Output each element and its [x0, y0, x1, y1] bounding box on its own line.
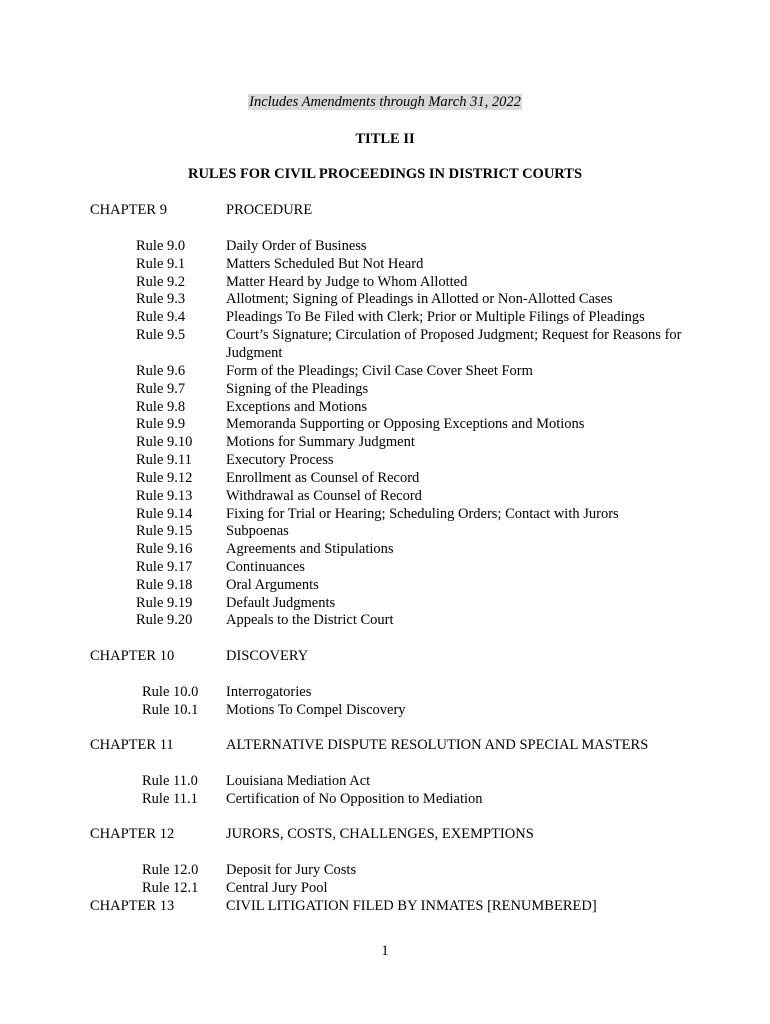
- rule-title: Central Jury Pool: [226, 880, 328, 896]
- rule-title: Withdrawal as Counsel of Record: [226, 488, 422, 504]
- chapter-name: PROCEDURE: [226, 202, 313, 218]
- chapter-number: CHAPTER 9: [90, 202, 167, 218]
- rule-title: Default Judgments: [226, 595, 336, 611]
- rule-title: Pleadings To Be Filed with Clerk; Prior or Multiple Filings of Pleadings: [226, 309, 645, 325]
- rule-title: Subpoenas: [226, 523, 289, 539]
- rule-title: Certification of No Opposition to Mediation: [226, 791, 483, 807]
- rule-number: Rule 9.6: [136, 363, 186, 379]
- rule-number: Rule 9.12: [136, 470, 193, 486]
- rule-title: Louisiana Mediation Act: [226, 773, 371, 789]
- chapter-number: CHAPTER 10: [90, 648, 175, 664]
- rule-title: Court’s Signature; Circulation of Proposed Judgment; Request for Reasons for Judgment: [226, 327, 682, 361]
- rule-number: Rule 12.1: [142, 880, 199, 896]
- rule-title: Matter Heard by Judge to Whom Allotted: [226, 274, 468, 290]
- subtitle: RULES FOR CIVIL PROCEEDINGS IN DISTRICT COURTS: [187, 166, 583, 182]
- rule-title: Executory Process: [226, 452, 334, 468]
- rule-number: Rule 9.18: [136, 577, 193, 593]
- rule-number: Rule 9.20: [136, 612, 193, 628]
- rule-title: Allotment; Signing of Pleadings in Allotted or Non-Allotted Cases: [226, 291, 613, 307]
- rule-number: Rule 12.0: [142, 862, 199, 878]
- rule-number: Rule 9.14: [136, 506, 193, 522]
- rule-number: Rule 9.9: [136, 416, 186, 432]
- rule-title: Oral Arguments: [226, 577, 319, 593]
- page-number: 1: [381, 943, 389, 959]
- rule-number: Rule 9.2: [136, 274, 186, 290]
- rule-number: Rule 10.0: [142, 684, 199, 700]
- rule-number: Rule 9.13: [136, 488, 193, 504]
- rule-number: Rule 9.7: [136, 381, 186, 397]
- chapter-name: CIVIL LITIGATION FILED BY INMATES [RENUMBERED]: [226, 898, 597, 914]
- rule-title: Signing of the Pleadings: [226, 381, 369, 397]
- rule-title: Continuances: [226, 559, 305, 575]
- chapter-name: ALTERNATIVE DISPUTE RESOLUTION AND SPECIAL MASTERS: [226, 737, 649, 753]
- chapter-number: CHAPTER 13: [90, 898, 175, 914]
- rule-number: Rule 9.16: [136, 541, 193, 557]
- rule-number: Rule 9.0: [136, 238, 186, 254]
- rule-title: Memoranda Supporting or Opposing Exceptions and Motions: [226, 416, 585, 432]
- rule-number: Rule 9.15: [136, 523, 193, 539]
- rule-title: Enrollment as Counsel of Record: [226, 470, 420, 486]
- rule-title: Interrogatories: [226, 684, 312, 700]
- rule-number: Rule 9.10: [136, 434, 193, 450]
- chapter-name: DISCOVERY: [226, 648, 309, 664]
- rule-number: Rule 9.5: [136, 327, 186, 343]
- rule-number: Rule 9.3: [136, 291, 186, 307]
- rule-title: Motions for Summary Judgment: [226, 434, 415, 450]
- rule-title: Deposit for Jury Costs: [226, 862, 357, 878]
- rule-title: Fixing for Trial or Hearing; Scheduling Orders; Contact with Jurors: [226, 506, 619, 522]
- rule-title: Appeals to the District Court: [226, 612, 394, 628]
- chapter-number: CHAPTER 12: [90, 826, 175, 842]
- rule-title: Agreements and Stipulations: [226, 541, 394, 557]
- title: TITLE II: [355, 131, 415, 147]
- rule-number: Rule 9.4: [136, 309, 186, 325]
- rule-number: Rule 11.1: [142, 791, 198, 807]
- rule-number: Rule 9.8: [136, 399, 186, 415]
- chapter-name: JURORS, COSTS, CHALLENGES, EXEMPTIONS: [226, 826, 534, 842]
- rule-number: Rule 9.1: [136, 256, 186, 272]
- rule-title: Matters Scheduled But Not Heard: [226, 256, 424, 272]
- rule-title: Daily Order of Business: [226, 238, 367, 254]
- rule-number: Rule 9.11: [136, 452, 192, 468]
- rule-number: Rule 9.17: [136, 559, 193, 575]
- rule-title: Motions To Compel Discovery: [226, 702, 406, 718]
- rule-title: Exceptions and Motions: [226, 399, 367, 415]
- rule-number: Rule 9.19: [136, 595, 193, 611]
- rule-title: Form of the Pleadings; Civil Case Cover Sheet Form: [226, 363, 533, 379]
- rule-number: Rule 10.1: [142, 702, 199, 718]
- rule-number: Rule 11.0: [142, 773, 198, 789]
- chapter-number: CHAPTER 11: [90, 737, 174, 753]
- amendments-note: Includes Amendments through March 31, 2022: [249, 94, 521, 110]
